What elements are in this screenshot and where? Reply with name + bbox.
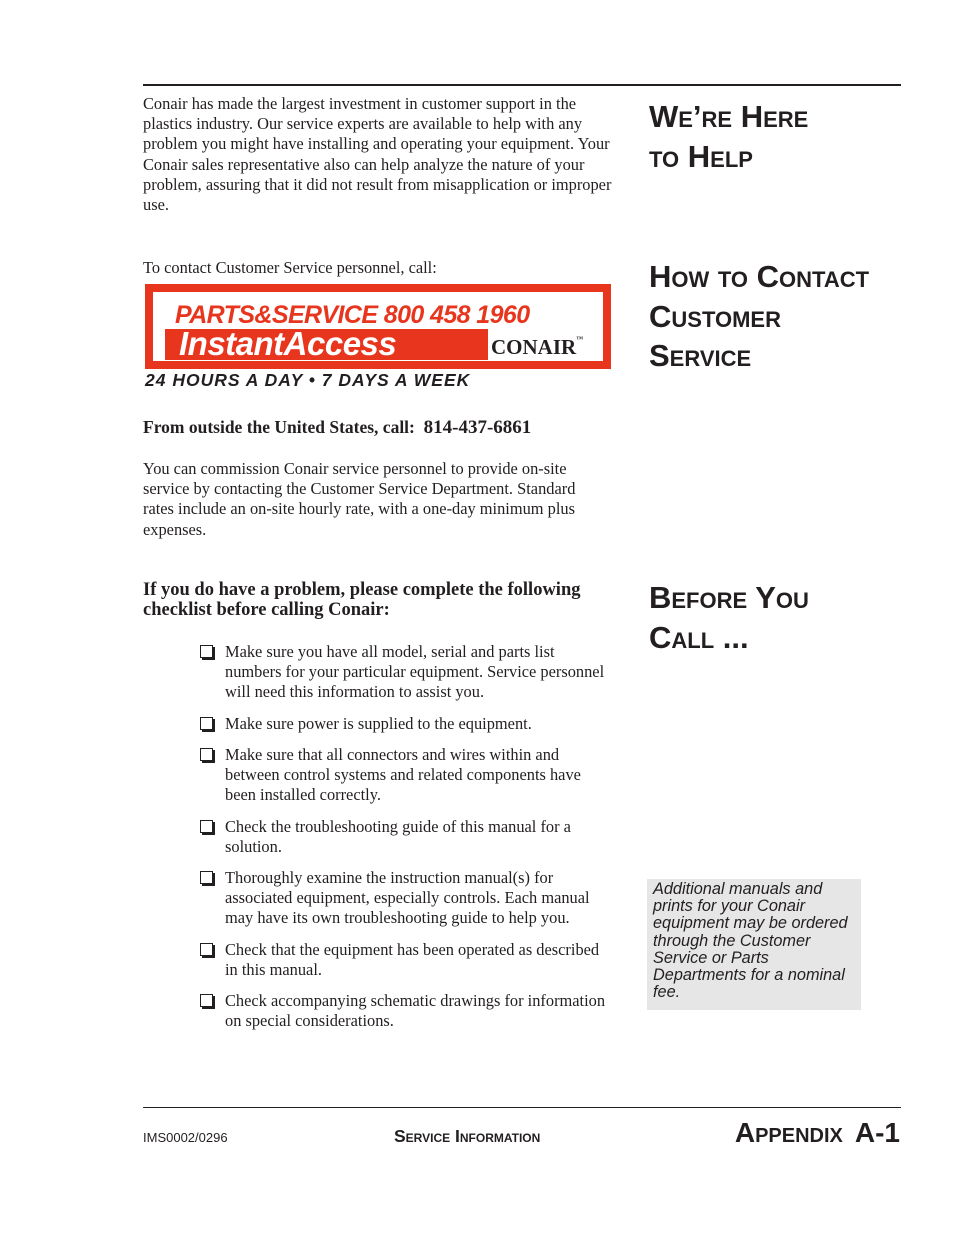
checklist-item [143, 868, 613, 928]
checklist-item [143, 642, 613, 702]
checkbox-icon [200, 943, 213, 956]
page-number [735, 1117, 900, 1149]
checklist-item [143, 991, 613, 1031]
checkbox-icon [200, 820, 213, 833]
checkbox-icon [200, 645, 213, 658]
manuals-note: Additional manuals and prints for your Conair equipment may be ordered through the Customer Service or Parts Departments for a nominal fee. [647, 879, 861, 1010]
heading-before-line-2: Call ... [649, 619, 749, 655]
onsite-paragraph: You can commission Conair service personnel to provide on-site service by contacting the Customer Service Department. Standard rates include an on-site hourly rate, with a one-day minimum plus expenses. [143, 459, 576, 539]
heading-contact-line-1: How to Contact [649, 259, 870, 294]
intro-paragraph: Conair has made the largest investment in customer support in the plastics industry. Our service experts are available to help with any problem you might have installing and operating your equipment. Your Conair sales representative also can help analyze the nature of your problem, assuring that it did not result from misapplication or improper use. [143, 94, 612, 215]
page-number-value: A-1 [854, 1117, 900, 1148]
conair-logo-text: CONAIR [491, 335, 577, 359]
checkbox-icon [200, 994, 213, 1007]
outside-us-number: 814-437-6861 [423, 417, 532, 438]
heading-contact-line-3: Service [649, 338, 752, 373]
footer-section-title: Service Information [394, 1126, 541, 1146]
contact-prompt: To contact Customer Service personnel, call: [143, 258, 437, 277]
appendix-label: Appendix [734, 1117, 843, 1148]
heading-help [649, 97, 808, 176]
hours-line: 24 HOURS A DAY • 7 DAYS A WEEK [145, 370, 471, 390]
parts-service-phone: PARTS&SERVICE 800 458 1960 [175, 301, 530, 329]
conair-logo [491, 335, 583, 360]
heading-contact-line-2: Customer [649, 298, 781, 334]
checklist [143, 642, 613, 1043]
heading-help-line-1: We’re Here [649, 99, 809, 134]
checklist-item [143, 940, 613, 980]
checklist-item-text: Check accompanying schematic drawings for information on special considerations. [225, 991, 606, 1030]
instant-access-bar [165, 325, 488, 362]
heading-before-line-1: Before You [649, 580, 809, 615]
outside-us-line [143, 416, 623, 439]
checklist-item-text: Thoroughly examine the instruction manual(s) for associated equipment, especially controls. Each manual may have its own troubleshooting guide to help you. [225, 868, 590, 927]
checklist-item-text: Check that the equipment has been operated as described in this manual. [225, 939, 600, 979]
checklist-item-text: Make sure that all connectors and wires within and between control systems and related components have been installed correctly. [225, 745, 581, 804]
heading-help-line-2: to Help [649, 138, 753, 174]
parts-service-logo [145, 284, 611, 369]
instant-access-text: InstantAccess [179, 325, 397, 362]
checklist-item [143, 817, 613, 857]
heading-contact [649, 257, 869, 376]
top-rule [143, 84, 901, 86]
trademark-symbol: ™ [576, 335, 584, 343]
outside-us-label: From outside the United States, call: [143, 417, 415, 437]
checklist-item [143, 714, 613, 734]
checklist-intro: If you do have a problem, please complete the following checklist before calling Conair: [143, 580, 581, 620]
checkbox-icon [200, 871, 213, 884]
checkbox-icon [200, 717, 213, 730]
checklist-item-text: Check the troubleshooting guide of this manual for a solution. [225, 816, 571, 856]
checkbox-icon [200, 748, 213, 761]
heading-before [649, 578, 809, 657]
checklist-item-text: Make sure you have all model, serial and parts list numbers for your particular equipment. Service personnel will need this information to assist you. [225, 642, 605, 701]
checklist-item-text: Make sure power is supplied to the equipment. [225, 713, 532, 733]
logo-inner-panel [153, 292, 603, 361]
checklist-item [143, 745, 613, 805]
document-code: IMS0002/0296 [143, 1130, 228, 1145]
footer-rule [143, 1107, 901, 1108]
